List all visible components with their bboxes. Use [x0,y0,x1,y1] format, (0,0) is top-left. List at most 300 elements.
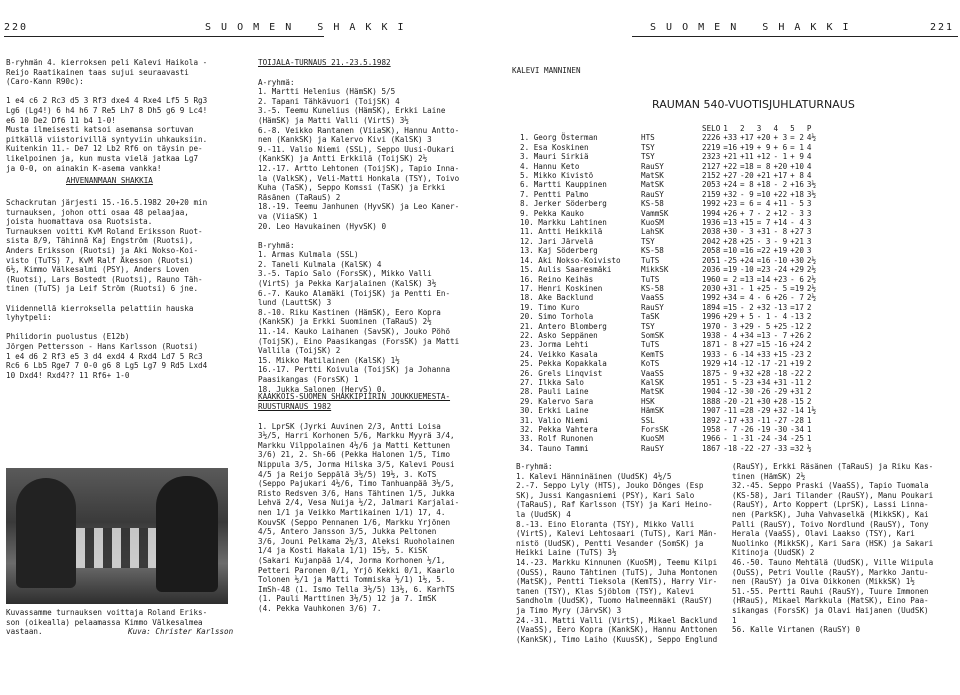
table-cell: +28 [723,236,738,246]
table-cell: =13 [740,274,754,284]
table-cell: +21 [790,236,804,246]
table-cell: - 8 [773,227,788,237]
text-line: 20. Leo Havukainen (HyvSK) 0 [258,221,387,231]
text-line: Risto Redsven 3/6, Hans Tähtinen 1/5, Jukka [258,488,455,498]
text-line: (HämSK) ja Matti Valli (VirtS) 3½ [258,115,409,125]
text-line: Lg6 (Lg4!) 6 h4 h6 7 Re5 Lh7 8 Dh5 g6 9 Lc4! [6,105,208,115]
text-line: Paasikangas (ForsSK) 1 [258,375,359,384]
table-cell: -13 [790,312,804,322]
table-cell: 20. Simo Torhola [520,312,594,322]
table-cell: 3 [806,208,812,218]
text-line: (KankSK) ja Erkki Suominen (TaRauS) 2½ [258,317,432,327]
table-cell: 4 [806,171,812,181]
text-line: B-ryhmä: [258,240,295,250]
text-line: Turnauksen voitti KvM Roland Eriksson Ruot- [6,226,203,236]
text-line: nen (ParkSK), Juha Vahvaselkä (MikkSK), Kai [732,509,929,519]
table-cell: 2152 [702,171,721,181]
text-line: 18.-19. Teemu Janhunen (HyvSK) ja Leo Kaner- [258,202,460,212]
table-cell: -33 [773,443,788,453]
text-line [6,294,238,304]
text-line: 24.-31. Matti Valli (VirtS), Mikael Backlund [516,615,718,625]
table-cell: = 8 [740,180,754,190]
table-row [520,133,819,142]
table-cell: 30. Erkki Laine [520,406,589,416]
table-cell: +29 [723,312,738,322]
table-cell: TuTS [641,255,660,265]
table-row [520,199,819,208]
kaakkois-results [258,412,482,613]
text-line: KouvSK (Seppo Pennanen 1/6, Markku Yrjönen [258,517,451,527]
text-line: (VaaSS), Eero Kopra (KankSK), Hannu Anttonen [516,625,718,635]
table-row [520,425,819,434]
table-cell: -24 [773,265,788,275]
table-cell: -29 [773,387,788,397]
table-cell: - 1 [740,283,754,293]
table-cell: +31 [723,283,738,293]
table-cell: 1992 [702,293,721,303]
table-cell: 2 [806,368,812,378]
photo-credit: Kuva: Christer Karlsson [128,627,234,636]
table-cell [520,124,641,133]
table-row [520,246,819,255]
table-cell: 4½ [806,133,817,143]
table-cell: + 9 [756,142,771,152]
table-cell: -18 [723,443,738,453]
table-row [520,444,819,453]
table-cell: - 9 [740,189,754,199]
text-line: 1 e4 c6 2 Rc3 d5 3 Rf3 dxe4 4 Rxe4 Lf5 5 Rg3 [6,96,208,106]
table-cell: 1 [723,124,728,133]
text-line: (HRauS), Mikael Markkula (MatSK), Eino Paa- [732,596,929,606]
table-cell: 1904 [702,387,721,397]
table-cell: +32 [723,189,738,199]
table-cell: RauSY [641,443,664,453]
text-line: 14.-23. Markku Kinnunen (KuoSM), Teemu Kilpi [516,557,718,567]
table-cell: +24 [723,180,738,190]
table-cell: - 6 [723,349,738,359]
table-cell: = 2 [723,274,738,284]
table-row [520,190,819,199]
text-line: nen (KankSK) ja Kalervo Kivi (KalSK) 3 [258,135,432,145]
table-cell: -21 [773,359,788,369]
table-cell: 3 [806,199,812,209]
text-line: Räsänen (TaRauS) 2 [258,192,341,202]
text-line: 3.-5. Tapio Salo (ForsSK), Mikko Valli [258,269,432,279]
header-title-right: S U O M E N S H A K K I [650,22,851,33]
table-cell: 2226 [702,133,721,143]
table-cell: 1936 [702,218,721,228]
table-cell: KalSK [641,377,664,387]
table-cell: 29. Kalervo Sara [520,396,594,406]
text-line: (ToijSK), Eino Paasikangas (ForsSK) ja Matti [258,336,460,346]
table-row [520,171,819,180]
table-row [520,218,819,227]
table-cell: 2 [806,330,812,340]
table-cell: -29 [756,406,771,416]
table-cell: -12 [740,359,754,369]
table-cell: +11 [740,152,754,162]
table-cell: - 1 [723,434,738,444]
table-cell: +33 [723,133,738,143]
table-cell: - 3 [790,208,804,218]
left-column-section [6,198,238,380]
table-cell: 1 [806,415,812,425]
text-line: Tolonen ½/1 ja Matti Tommiska ½/1) 1½, 5. [258,575,446,585]
table-cell: -15 [790,396,804,406]
table-cell: +26 [790,330,804,340]
table-cell: 18. Ake Backlund [520,293,594,303]
table-cell: +25 [740,236,754,246]
text-line: 3/6) 21, 2. Sh-66 (Pekka Halonen 1/5, Timo [258,450,451,460]
text-line: e6 10 De2 Df6 11 b4 1-0! [6,115,116,125]
text-line: 3.-5. Teemu Kunelius (HämSK), Erkki Laine [258,106,446,116]
table-cell: +15 [740,218,754,228]
table-cell: - 5 [773,283,788,293]
table-cell: +33 [756,349,771,359]
rauma-tournament-title: RAUMAN 540-VUOTISJUHLATURNAUS [652,98,855,111]
text-line: (KankSK) ja Antti Erkkilä (ToijSK) 2½ [258,154,428,164]
header-title-left: S U O M E N S H A K K I [205,22,406,33]
table-cell: +27 [723,171,738,181]
table-row [520,322,819,331]
text-line: Rc6 6 Lb5 Rge7 7 0-0 g6 8 Lg5 Lg7 9 Rd5 Lxd4 [6,361,208,371]
table-cell: TSY [641,236,655,246]
table-row [520,256,819,265]
table-cell: 19. Timo Kuro [520,302,580,312]
text-line: Jörgen Pettersson - Hans Karlsson (Ruotsi) [6,341,199,351]
table-cell: -31 [740,434,754,444]
table-cell: -30 [773,425,788,434]
table-cell: 1892 [702,415,721,425]
text-line: 51.-55. Pertti Rauhi (RauSY), Tuure Immonen [732,586,929,596]
table-cell: 16. Reino Keihäs [520,274,594,284]
table-cell: +26 [773,293,788,303]
table-cell: 3 [806,227,812,237]
table-cell: 4. Hannu Keto [520,161,580,171]
table-cell: =23 [756,265,771,275]
table-cell: - 8 [723,340,738,350]
table-cell: 7. Pentti Palmo [520,189,589,199]
table-cell: 25. Pekka Kopakkala [520,359,607,369]
table-cell: =19 [723,265,738,275]
table-row [520,416,819,425]
table-cell: -27 [756,443,771,453]
table-cell: VaaSS [641,293,664,303]
table-cell: -23 [790,349,804,359]
text-line: 18. Jukka Salonen (HervS) 0. [258,384,387,394]
table-cell: 11. Antti Heikkilä [520,227,603,237]
table-cell: 2030 [702,283,721,293]
table-cell: +28 [756,368,771,378]
table-cell: =16 [756,255,771,265]
table-cell: = 2 [790,133,804,143]
table-row [520,378,819,387]
text-line: 1/4 ja Kosti Hakala 1/1) 15½, 5. KiSK [258,546,428,556]
table-cell: 26. Grels Linqvist [520,368,603,378]
table-cell: SomSK [641,330,664,340]
table-cell: =22 [756,246,771,256]
text-line: nen 1/1 ja Veikko Martikainen 1/1) 17, 4. [258,507,446,517]
table-cell: + 3 [773,133,788,143]
table-cell: - 1 [773,152,788,162]
table-cell: +10 [790,161,804,171]
table-cell: +18 [756,180,771,190]
table-cell: +16 [790,180,804,190]
table-cell: 3½ [806,180,817,190]
table-cell: -14 [740,349,754,359]
table-cell: =18 [740,161,754,171]
text-line: B-ryhmä: [516,462,553,471]
page-number-left: 220 [4,22,29,33]
table-cell: -25 [790,434,804,444]
table-cell: 22. Asko Seppänen [520,330,598,340]
table-cell: +14 [723,359,738,369]
text-line: 8.-13. Eino Eloranta (TSY), Mikko Valli [516,519,695,529]
table-cell: = 7 [756,218,771,228]
table-cell: 2 [806,340,812,350]
kaakkois-title-2: RUUSTURNAUS 1982 [258,402,332,411]
table-cell: 2 [806,377,812,387]
text-line: (VirtS), Kalevi Lehtosaari (TuTS), Kari Män- [516,529,718,539]
table-cell: + 7 [740,208,754,218]
table-row [520,350,819,359]
text-line: vastaan. [6,627,43,637]
author-name: KALEVI MANNINEN [512,66,581,75]
table-cell: 17. Henri Koskinen [520,283,603,293]
table-cell: 3 [806,236,812,246]
table-cell: -34 [790,425,804,434]
text-line: Herala (VaaSS), Olavi Laakso (TSY), Kari [732,529,915,539]
text-line [6,323,238,333]
table-row [520,293,819,302]
table-cell: -27 [773,415,788,425]
text-line: B-ryhmän 4. kierroksen peli Kalevi Haikola - [6,58,208,67]
table-cell: KS-58 [641,246,664,256]
text-line: 4/5, Antero Jansson 3/5, Jukka Peltonen [258,527,437,537]
table-cell: 2 [806,312,812,322]
table-cell: TSY [641,152,655,162]
table-cell: - 3 [723,321,738,331]
table-cell: -20 [723,396,738,406]
table-cell: RauSY [641,189,664,199]
text-line: (RauSY), Arto Koppert (LprSK), Lassi Linna- [732,500,929,510]
table-cell: - 9 [723,368,738,378]
text-line: Petteri Paronen 0/1, Yrjö Kekki 0/1, Kaarlo [258,565,455,575]
text-line: Heikki Laine (TuTS) 3½ [516,548,617,558]
table-cell: 2058 [702,246,721,256]
table-row [520,209,819,218]
text-line: (Ruotsi), Lars Bostedt (Ruotsi), Rauno Täh- [6,274,203,284]
text-line: Markku Vilppolainen 4½/6 ja Matti Kettunen [258,440,451,450]
table-cell: -20 [740,171,754,181]
text-line [6,87,238,97]
table-cell: - 2 [773,180,788,190]
table-cell: -21 [740,396,754,406]
text-line: 12.-17. Artto Lehtonen (ToijSK), Tapio Inna- [258,163,460,173]
table-cell: 1992 [702,199,721,209]
table-cell: -34 [773,434,788,444]
table-cell: =14 [756,274,771,284]
table-cell: =13 [756,330,771,340]
text-line: Kuha (TaSK), Seppo Komssi (TaSK) ja Erkki [258,183,446,193]
table-row [520,180,819,189]
table-cell: 23. Jorma Lehti [520,340,589,350]
table-cell: -19 [756,425,771,434]
table-cell: + 8 [790,171,804,181]
table-cell: = 1 [790,142,804,152]
header-rule-right [632,36,958,37]
table-cell: TSY [641,142,655,152]
table-cell: -24 [756,434,771,444]
table-row [520,265,819,274]
table-cell: +30 [756,396,771,406]
table-cell: 1996 [702,312,721,322]
table-cell: +29 [740,321,754,331]
table-cell: 3. Mauri Sirkiä [520,152,589,162]
table-cell: RauSY [641,302,664,312]
table-cell: 10. Markku Lahtinen [520,218,607,228]
table-cell: 8. Jerker Söderberg [520,199,607,209]
table-cell: RauSY [641,161,664,171]
text-line: joista huomattava osa Ruotsista. [6,217,153,227]
text-line: va (ViiaSK) 1 [258,211,318,221]
text-line: ja 0-0, on ainakin K-asema vankka! [6,163,162,173]
text-line: 8.-10. Riku Kastinen (HämSK), Eero Kopra [258,307,441,317]
table-cell: =10 [756,189,771,199]
table-cell: 3 [756,124,762,133]
table-cell: TuTS [641,340,660,350]
text-line: Sandholm (UudSK), Tuomo Halmeenmäki (RauSY) [516,596,713,606]
table-cell: 5 [790,124,795,133]
table-cell: +24 [740,255,754,265]
table-cell: +21 [756,171,771,181]
table-cell: - 2 [740,302,754,312]
table-cell: -22 [790,368,804,378]
table-cell: +23 [773,274,788,284]
text-line [258,412,482,422]
table-row [520,143,819,152]
table-cell: 5. Mikko Kivistö [520,171,594,181]
table-cell: +32 [756,302,771,312]
table-cell: 1 [806,434,812,444]
rauma-b-group-col2 [732,462,960,635]
table-cell: +19 [740,142,754,152]
text-line: 6.-8. Veikko Rantanen (ViiaSK), Hannu Antto- [258,125,460,135]
text-line: 1. Kalevi Hänninäinen (UudSK) 4½/5 [516,471,672,481]
table-cell: 21. Antero Blomberg [520,321,607,331]
table-cell: +25 [773,321,788,331]
table-cell: - 6 [756,293,771,303]
table-cell: -30 [740,387,754,397]
text-line: 3/6, Jouni Pelkama 2½/3, Aleksi Ruoholainen [258,536,455,546]
table-cell: +25 [756,283,771,293]
text-line: 56. Kalle Virtanen (RauSY) 0 [732,625,861,635]
table-cell: -12 [723,387,738,397]
table-cell: KS-58 [641,199,664,209]
table-cell: =16 [740,246,754,256]
table-cell [641,124,702,133]
table-cell: 2053 [702,180,721,190]
text-line: 2.-7. Seppo Lyly (HTS), Jouko Dönges (Esp [516,481,704,491]
table-cell: +22 [723,161,738,171]
table-cell: 1938 [702,330,721,340]
table-cell: -13 [773,302,788,312]
table-cell: HSK [641,396,655,406]
table-cell: +28 [773,396,788,406]
table-header-row [520,124,819,133]
table-cell: 3 [806,246,812,256]
table-row [520,237,819,246]
table-row [520,303,819,312]
text-line: nistö (UudSK), Pentti Vesander (SomSK) ja [516,538,704,548]
table-cell: 1966 [702,434,721,444]
text-line: sista 8/9, Tähinnä Kaj Engström (Ruotsi), [6,236,194,246]
table-cell: 2 [806,349,812,359]
toijala-results [258,68,476,394]
table-cell: 2½ [806,283,817,293]
table-cell: MatSK [641,387,664,397]
rauma-b-group-col1 [516,462,750,644]
table-cell: -17 [756,359,771,369]
text-line: 6.-7. Kauko Alamäki (ToijSK) ja Pentti En- [258,288,451,298]
table-cell: =17 [790,302,804,312]
table-cell: 2127 [702,161,721,171]
table-cell: - 3 [756,236,771,246]
table-cell: +21 [723,152,738,162]
tournament-photo [6,468,228,604]
table-row [520,152,819,161]
table-cell: +32 [740,368,754,378]
table-cell: = 8 [756,161,771,171]
table-cell: 33. Rolf Runonen [520,434,594,444]
table-cell: +26 [723,208,738,218]
table-cell: ForsSK [641,425,669,434]
table-cell: +19 [773,246,788,256]
table-cell: 2 [806,387,812,397]
text-line: SK), Jussi Kangasniemi (PSY), Kari Salo [516,490,695,500]
table-cell: 24. Veikko Kasala [520,349,598,359]
table-cell: +27 [740,340,754,350]
text-line: lyhytpeli: [6,313,52,323]
table-cell: -28 [790,415,804,425]
table-cell: MatSK [641,180,664,190]
table-cell: 1951 [702,377,721,387]
text-line: 32.-45. Seppo Praski (VaaSS), Tapio Tuomala [732,481,929,491]
table-cell: 9. Pekka Kauko [520,208,585,218]
text-line: 15. Mikko Matilainen (KalSK) 1½ [258,355,400,365]
table-cell: +17 [773,171,788,181]
table-row [520,434,819,443]
table-cell: KuoSM [641,218,664,228]
rauma-results-table [520,124,819,453]
text-line: turnauksen, johon otti osaa 48 pelaajaa, [6,207,189,217]
table-cell: - 6 [790,274,804,284]
table-cell: 1. Georg Österman [520,133,598,143]
table-cell: + 5 [740,312,754,322]
text-line: Kitinoja (UudSK) 2 [732,548,815,558]
table-cell: 4 [773,124,779,133]
table-cell: -17 [723,415,738,425]
left-column-top [6,58,238,173]
table-cell: 2½ [806,293,817,303]
table-cell: 2 [806,359,812,369]
text-line: 4/5 ja Reijo Seppälä 3½/5) 19½, 3. KoTS [258,469,437,479]
kaakkois-title: KAAKKOIS-SUOMEN SHAKKIPIIRIN JOUKKUEMESTA- [258,392,451,401]
table-cell: +15 [773,349,788,359]
text-line: 16.-17. Pertti Koivula (ToijSK) ja Johanna [258,365,451,375]
text-line: Kuvassamme turnauksen voittaja Roland Eriks- [6,608,208,617]
table-cell: TaSK [641,312,660,322]
